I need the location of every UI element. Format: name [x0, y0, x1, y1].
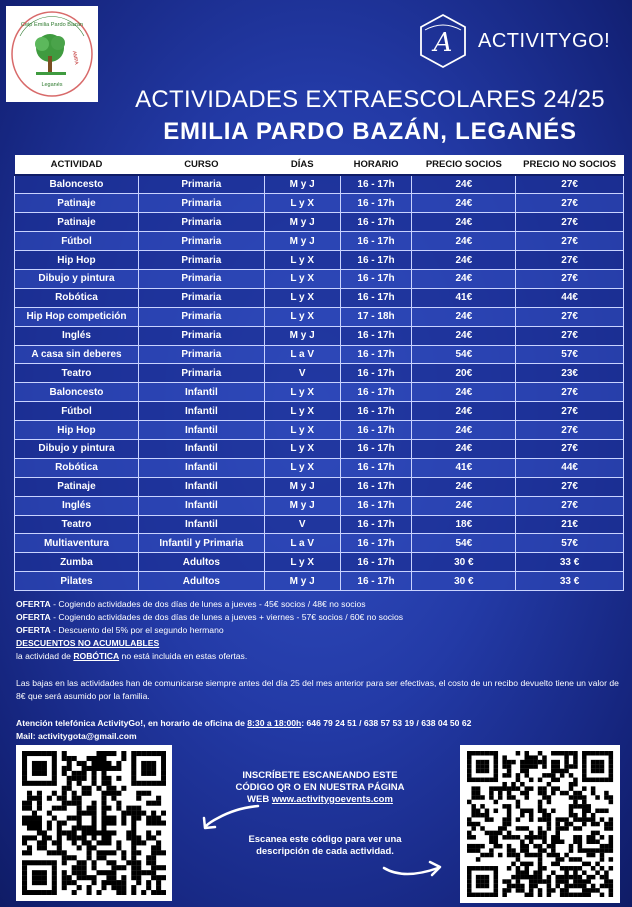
activity-cell: Hip Hop [15, 421, 139, 440]
schedule-cell: 16 - 17h [340, 383, 412, 402]
days-cell: L y X [264, 383, 340, 402]
course-cell: Primaria [138, 269, 264, 288]
nonmember-price-cell: 27€ [516, 402, 624, 421]
qr-code-left[interactable] [16, 745, 172, 901]
table-row [15, 251, 624, 270]
schedule-cell: 16 - 17h [340, 515, 412, 534]
member-price-cell: 24€ [412, 326, 516, 345]
activitygo-logo-icon [414, 12, 472, 70]
nonmember-price-cell: 44€ [516, 458, 624, 477]
nonmember-price-cell: 27€ [516, 232, 624, 251]
course-cell: Adultos [138, 572, 264, 591]
nonmember-price-cell: 33 € [516, 553, 624, 572]
course-cell: Primaria [138, 326, 264, 345]
course-cell: Primaria [138, 345, 264, 364]
course-cell: Infantil [138, 402, 264, 421]
member-price-cell: 41€ [412, 288, 516, 307]
column-header: PRECIO NO SOCIOS [516, 155, 624, 175]
course-cell: Infantil [138, 496, 264, 515]
brand-name: ACTIVITYGO! [478, 29, 611, 52]
website-link[interactable]: www.activitygoevents.com [271, 794, 393, 805]
schedule-cell: 16 - 17h [340, 421, 412, 440]
cancellation-note: Las bajas en las actividades han de comunicarse siempre antes del día 25 del mes anterior para ser efectivas, el costo de un recibo devuelto tiene un valor de 8€ que será asumido por la familia. [16, 678, 619, 701]
member-price-cell: 24€ [412, 213, 516, 232]
member-price-cell: 41€ [412, 458, 516, 477]
course-cell: Primaria [138, 213, 264, 232]
offer-text: - Cogiendo actividades de dos días de lunes a jueves - 45€ socios / 48€ no socios [50, 599, 366, 609]
days-cell: M y J [264, 213, 340, 232]
table-row [15, 383, 624, 402]
nonmember-price-cell: 27€ [516, 307, 624, 326]
table-row [15, 194, 624, 213]
offer-line [16, 624, 624, 637]
brand-mark-letter: A [433, 28, 453, 58]
member-price-cell: 24€ [412, 402, 516, 421]
days-cell: M y J [264, 175, 340, 194]
table-row [15, 213, 624, 232]
table-row [15, 288, 624, 307]
course-cell: Primaria [138, 232, 264, 251]
schedule-cell: 16 - 17h [340, 477, 412, 496]
nonmember-price-cell: 27€ [516, 194, 624, 213]
nonmember-price-cell: 27€ [516, 496, 624, 515]
course-cell: Adultos [138, 553, 264, 572]
table-row [15, 232, 624, 251]
member-price-cell: 18€ [412, 515, 516, 534]
schedule-cell: 16 - 17h [340, 269, 412, 288]
cta-line: CÓDIGO QR O EN NUESTRA PÁGINA [235, 782, 405, 793]
schedule-cell: 16 - 17h [340, 402, 412, 421]
activity-cell: Patinaje [15, 477, 139, 496]
no-accumulable-note [16, 637, 624, 650]
column-header: PRECIO SOCIOS [412, 155, 516, 175]
town-text: Leganés [41, 82, 63, 88]
member-price-cell: 24€ [412, 421, 516, 440]
nonmember-price-cell: 27€ [516, 269, 624, 288]
nonmember-price-cell: 57€ [516, 345, 624, 364]
days-cell: L y X [264, 307, 340, 326]
member-price-cell: 24€ [412, 439, 516, 458]
page-subtitle: EMILIA PARDO BAZÁN, LEGANÉS [163, 118, 577, 145]
scan-line: Escanea este código para ver una [248, 834, 402, 845]
schedule-cell: 16 - 17h [340, 458, 412, 477]
member-price-cell: 30 € [412, 572, 516, 591]
activity-cell: A casa sin deberes [15, 345, 139, 364]
nonmember-price-cell: 23€ [516, 364, 624, 383]
activity-cell: Robótica [15, 458, 139, 477]
offer-line [16, 611, 624, 624]
activity-cell: Dibujo y pintura [15, 439, 139, 458]
table-row [15, 364, 624, 383]
column-header: DÍAS [264, 155, 340, 175]
activity-cell: Multiaventura [15, 534, 139, 553]
activity-cell: Patinaje [15, 194, 139, 213]
nonmember-price-cell: 27€ [516, 326, 624, 345]
curved-arrow-icon [196, 800, 266, 840]
contact-phones: : 646 79 24 51 / 638 57 53 19 / 638 04 50 62 [301, 718, 472, 728]
schedule-cell: 16 - 17h [340, 194, 412, 213]
offer-label: OFERTA [16, 625, 51, 635]
school-logo [6, 6, 98, 102]
activity-cell: Hip Hop competición [15, 307, 139, 326]
schedule-cell: 17 - 18h [340, 307, 412, 326]
days-cell: L y X [264, 288, 340, 307]
table-row [15, 515, 624, 534]
schedule-cell: 16 - 17h [340, 572, 412, 591]
offer-label: OFERTA [16, 612, 51, 622]
contact-before: Atención telefónica ActivityGo!, en horario de oficina de [16, 718, 248, 728]
table-row [15, 175, 624, 194]
schedule-cell: 16 - 17h [340, 553, 412, 572]
offer-text: - Descuento del 5% por el segundo hermano [50, 625, 224, 635]
activity-cell: Teatro [15, 364, 139, 383]
member-price-cell: 24€ [412, 251, 516, 270]
nonmember-price-cell: 44€ [516, 288, 624, 307]
days-cell: V [264, 364, 340, 383]
member-price-cell: 24€ [412, 175, 516, 194]
robotics-note-after: no está incluida en estas ofertas. [119, 651, 248, 661]
days-cell: L a V [264, 345, 340, 364]
course-cell: Primaria [138, 194, 264, 213]
course-cell: Primaria [138, 288, 264, 307]
days-cell: L y X [264, 269, 340, 288]
column-header: ACTIVIDAD [15, 155, 139, 175]
nonmember-price-cell: 27€ [516, 175, 624, 194]
table-row [15, 439, 624, 458]
activity-cell: Zumba [15, 553, 139, 572]
schedule-cell: 16 - 17h [340, 364, 412, 383]
course-cell: Infantil [138, 439, 264, 458]
table-row [15, 496, 624, 515]
course-cell: Infantil [138, 515, 264, 534]
days-cell: M y J [264, 572, 340, 591]
schedule-cell: 16 - 17h [340, 232, 412, 251]
member-price-cell: 24€ [412, 383, 516, 402]
schedule-cell: 16 - 17h [340, 213, 412, 232]
activity-cell: Inglés [15, 326, 139, 345]
table-row [15, 458, 624, 477]
nonmember-price-cell: 27€ [516, 383, 624, 402]
member-price-cell: 30 € [412, 553, 516, 572]
days-cell: M y J [264, 232, 340, 251]
notes-section [16, 598, 624, 743]
table-row [15, 553, 624, 572]
days-cell: L y X [264, 402, 340, 421]
nonmember-price-cell: 27€ [516, 251, 624, 270]
column-header: HORARIO [340, 155, 412, 175]
member-price-cell: 24€ [412, 477, 516, 496]
table-row [15, 402, 624, 421]
course-cell: Infantil [138, 383, 264, 402]
offer-label: OFERTA [16, 599, 51, 609]
nonmember-price-cell: 27€ [516, 439, 624, 458]
cta-line: INSCRÍBETE ESCANEANDO ESTE [242, 770, 398, 781]
nonmember-price-cell: 27€ [516, 213, 624, 232]
activity-cell: Dibujo y pintura [15, 269, 139, 288]
activity-cell: Inglés [15, 496, 139, 515]
activities-table [14, 155, 624, 591]
days-cell: L y X [264, 194, 340, 213]
course-cell: Infantil [138, 477, 264, 496]
table-row [15, 421, 624, 440]
curved-arrow-icon [380, 858, 450, 882]
activity-cell: Teatro [15, 515, 139, 534]
qr-code-right[interactable] [460, 745, 620, 903]
activity-cell: Fútbol [15, 402, 139, 421]
nonmember-price-cell: 33 € [516, 572, 624, 591]
table-row [15, 326, 624, 345]
member-price-cell: 24€ [412, 496, 516, 515]
course-cell: Primaria [138, 251, 264, 270]
days-cell: L y X [264, 458, 340, 477]
contact-mail[interactable] [16, 730, 624, 743]
schedule-cell: 16 - 17h [340, 251, 412, 270]
course-cell: Primaria [138, 364, 264, 383]
member-price-cell: 20€ [412, 364, 516, 383]
ampa-text: AMPA [70, 50, 80, 66]
mail-text[interactable]: Mail: activitygota@gmail.com [16, 731, 137, 741]
course-cell: Infantil y Primaria [138, 534, 264, 553]
no-accumulable-text: DESCUENTOS NO ACUMULABLES [16, 638, 160, 648]
activity-cell: Robótica [15, 288, 139, 307]
schedule-cell: 16 - 17h [340, 496, 412, 515]
tree-icon [10, 10, 94, 98]
days-cell: L y X [264, 421, 340, 440]
contact-line [16, 717, 624, 730]
member-price-cell: 54€ [412, 534, 516, 553]
days-cell: L a V [264, 534, 340, 553]
days-cell: M y J [264, 496, 340, 515]
days-cell: L y X [264, 439, 340, 458]
robotics-highlight: ROBÓTICA [73, 651, 120, 661]
qr-code-icon[interactable] [22, 751, 166, 895]
activity-cell: Fútbol [15, 232, 139, 251]
table-row [15, 345, 624, 364]
course-cell: Primaria [138, 307, 264, 326]
web-prefix: WEB [247, 794, 272, 805]
schedule-cell: 16 - 17h [340, 534, 412, 553]
table-row [15, 269, 624, 288]
course-cell: Infantil [138, 421, 264, 440]
course-cell: Infantil [138, 458, 264, 477]
table-row [15, 534, 624, 553]
page-title: ACTIVIDADES EXTRAESCOLARES 24/25 [135, 86, 605, 113]
robotics-note-before: la actividad de [16, 651, 74, 661]
offer-text: - Cogiendo actividades de dos días de lunes a jueves + viernes - 57€ socios / 60€ no socios [50, 612, 404, 622]
school-name-text: Ceip Emilia Pardo Bazán [20, 22, 84, 28]
member-price-cell: 24€ [412, 232, 516, 251]
schedule-cell: 16 - 17h [340, 288, 412, 307]
nonmember-price-cell: 57€ [516, 534, 624, 553]
member-price-cell: 24€ [412, 269, 516, 288]
days-cell: V [264, 515, 340, 534]
course-cell: Primaria [138, 175, 264, 194]
table-header-row [15, 155, 624, 175]
member-price-cell: 24€ [412, 307, 516, 326]
scan-line: descripción de cada actividad. [256, 846, 394, 857]
activity-cell: Patinaje [15, 213, 139, 232]
nonmember-price-cell: 27€ [516, 477, 624, 496]
nonmember-price-cell: 21€ [516, 515, 624, 534]
schedule-cell: 16 - 17h [340, 326, 412, 345]
table-row [15, 307, 624, 326]
qr-code-icon[interactable] [466, 751, 614, 897]
column-header: CURSO [138, 155, 264, 175]
brand-logo [414, 12, 610, 70]
member-price-cell: 54€ [412, 345, 516, 364]
schedule-cell: 16 - 17h [340, 345, 412, 364]
days-cell: L y X [264, 251, 340, 270]
activity-cell: Baloncesto [15, 383, 139, 402]
table-row [15, 477, 624, 496]
activity-cell: Pilates [15, 572, 139, 591]
schedule-cell: 16 - 17h [340, 175, 412, 194]
nonmember-price-cell: 27€ [516, 421, 624, 440]
days-cell: M y J [264, 326, 340, 345]
table-row [15, 572, 624, 591]
activity-cell: Baloncesto [15, 175, 139, 194]
activity-cell: Hip Hop [15, 251, 139, 270]
offer-line [16, 598, 624, 611]
robotics-note [16, 650, 624, 663]
days-cell: L y X [264, 553, 340, 572]
office-hours: 8:30 a 18:00h [247, 718, 302, 728]
days-cell: M y J [264, 477, 340, 496]
schedule-cell: 16 - 17h [340, 439, 412, 458]
member-price-cell: 24€ [412, 194, 516, 213]
